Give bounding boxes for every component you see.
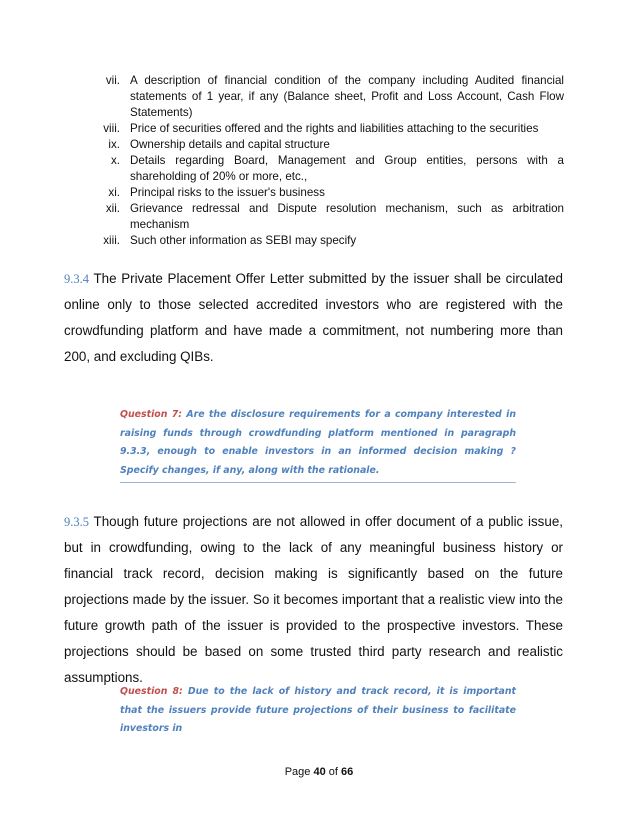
section-number: 9.3.4 xyxy=(64,272,89,286)
list-item-text: Price of securities offered and the rights and liabilities attaching to the securities xyxy=(130,122,539,135)
list-item-text: Such other information as SEBI may specify xyxy=(130,234,357,247)
criteria-list xyxy=(80,73,564,249)
list-item-number: xi. xyxy=(108,186,120,199)
list-item xyxy=(80,153,564,185)
question-divider xyxy=(120,482,516,483)
page-word: Page xyxy=(284,766,311,778)
question-text: Are the disclosure requirements for a company interested in raising funds through crowdfunding platform mentioned in paragraph 9.3.3, enough to enable investors in an informed decision making ? Specify changes, if any, along with the rationale. xyxy=(120,409,516,476)
list-item-number: ix. xyxy=(108,138,120,151)
list-item-text: Grievance redressal and Dispute resolution mechanism, such as arbitration mechanism xyxy=(130,202,564,231)
paragraph-9-3-4 xyxy=(64,266,563,370)
list-item-text: Ownership details and capital structure xyxy=(130,138,330,151)
of-word: of xyxy=(328,766,338,778)
list-item xyxy=(80,73,564,121)
list-item-text: A description of financial condition of the company including Audited financial statements of 1 year, if any (Balance sheet, Profit and Loss Account, Cash Flow Statements) xyxy=(130,74,564,119)
current-page-number: 40 xyxy=(313,766,326,778)
question-text: Due to the lack of history and track record, it is important that the issuers provide future projections of their business to facilitate investors in xyxy=(120,686,516,735)
total-pages-number: 66 xyxy=(341,766,354,778)
question-label: Question 8: xyxy=(120,686,183,697)
list-item-number: xii. xyxy=(105,202,120,215)
list-item xyxy=(80,201,564,233)
paragraph-text: Though future projections are not allowed in offer document of a public issue, but in crowdfunding, owing to the lack of any meaningful business history or financial track record, decision making is significantly based on the future projections made by the issuer. So it becomes important that a realistic view into the future growth path of the issuer is provided to the prospective investors. These projections should be based on some trusted third party research and realistic assumptions. xyxy=(64,514,563,685)
question-label: Question 7: xyxy=(120,409,183,420)
list-item-number: vii. xyxy=(105,74,120,87)
list-item xyxy=(80,121,564,137)
list-item xyxy=(80,185,564,201)
question-7-box xyxy=(120,406,516,480)
list-item xyxy=(80,233,564,249)
question-8-box xyxy=(120,683,516,739)
list-item-number: xiii. xyxy=(103,234,120,247)
list-item xyxy=(80,137,564,153)
page-footer xyxy=(0,766,638,778)
section-number: 9.3.5 xyxy=(64,515,89,529)
list-item-number: x. xyxy=(110,154,120,167)
paragraph-9-3-5 xyxy=(64,509,563,691)
paragraph-text: The Private Placement Offer Letter submitted by the issuer shall be circulated online only to those selected accredited investors who are registered with the crowdfunding platform and have made a commitment, not numbering more than 200, and excluding QIBs. xyxy=(64,271,563,364)
list-item-text: Principal risks to the issuer's business xyxy=(130,186,325,199)
list-item-text: Details regarding Board, Management and Group entities, persons with a shareholding of 20% or more, etc., xyxy=(130,154,564,183)
list-item-number: viii. xyxy=(103,122,120,135)
